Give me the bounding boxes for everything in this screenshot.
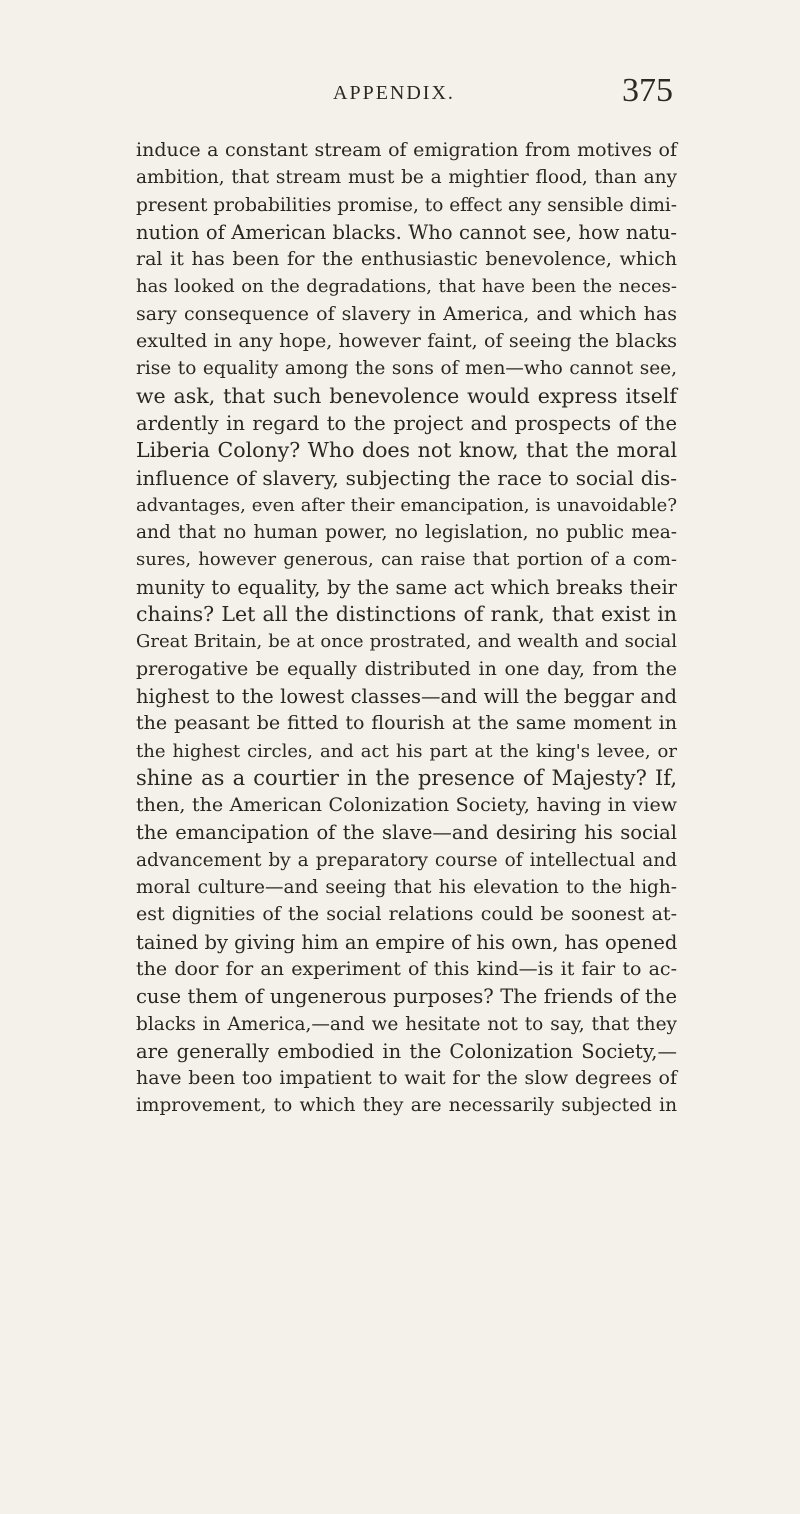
text-line: the door for an experiment of this kind—is it fair to ac- [136,957,677,980]
text-line: Great Britain, be at once prostrated, and wealth and social [136,631,677,653]
text-line: prerogative be equally distributed in one day, from the [136,657,677,680]
text-line: present probabilities promise, to effect any sensible dimi- [136,194,678,216]
text-line: have been too impatient to wait for the slow degrees of [136,1067,677,1090]
text-line: rise to equality among the sons of men—who cannot see, [136,358,677,380]
text-line: Liberia Colony? Who does not know, that the moral [136,438,677,463]
text-line: improvement, to which they are necessarily subjected in [136,1095,677,1117]
text-line: highest to the lowest classes—and will the beggar and [136,684,677,708]
text-line: sary consequence of slavery in America, and which has [136,302,677,325]
text-line: munity to equality, by the same act which breaks their [136,575,677,599]
running-head-title: APPENDIX. [333,82,455,104]
text-line: exulted in any hope, however faint, of seeing the blacks [136,330,677,353]
text-line: nution of American blacks. Who cannot see, how natu- [136,220,677,244]
text-line: the emancipation of the slave—and desiring his social [136,821,677,845]
text-line: chains? Let all the distinctions of rank, that exist in [136,602,677,627]
text-line: sures, however generous, can raise that portion of a com- [136,549,677,571]
text-line: has looked on the degradations, that have been the neces- [136,276,677,298]
text-line: shine as a courtier in the presence of Majesty? If, [136,765,677,790]
text-line: cuse them of ungenerous purposes? The friends of the [136,985,677,1009]
text-line: ardently in regard to the project and prospects of the [136,411,677,435]
text-line: are generally embodied in the Colonization Society,— [136,1039,677,1063]
text-line: and that no human power, no legislation, no public mea- [136,522,677,544]
text-line: then, the American Colonization Society, having in view [136,794,677,817]
text-line: blacks in America,—and we hesitate not to say, that they [136,1013,677,1035]
text-line: tained by giving him an empire of his own, has opened [136,930,678,954]
text-line: ambition, that stream must be a mightier flood, than any [136,167,677,189]
text-line: we ask, that such benevolence would express itself [136,383,677,408]
text-line: advancement by a preparatory course of intellectual and [136,849,677,871]
text-line: ral it has been for the enthusiastic benevolence, which [136,248,677,271]
running-head [0,72,800,116]
text-line: the highest circles, and act his part at the king's levee, or [136,740,677,762]
text-line: the peasant be fitted to flourish at the same moment in [136,712,677,735]
body-text [136,137,677,1120]
page-number: 375 [622,72,673,109]
text-line: moral culture—and seeing that his elevation to the high- [136,877,677,899]
text-line: induce a constant stream of emigration from motives of [136,139,677,161]
text-line: influence of slavery, subjecting the race to social dis- [136,465,677,490]
text-line: est dignities of the social relations could be soonest at- [136,903,677,926]
text-line: advantages, even after their emancipation, is unavoidable? [136,494,677,516]
